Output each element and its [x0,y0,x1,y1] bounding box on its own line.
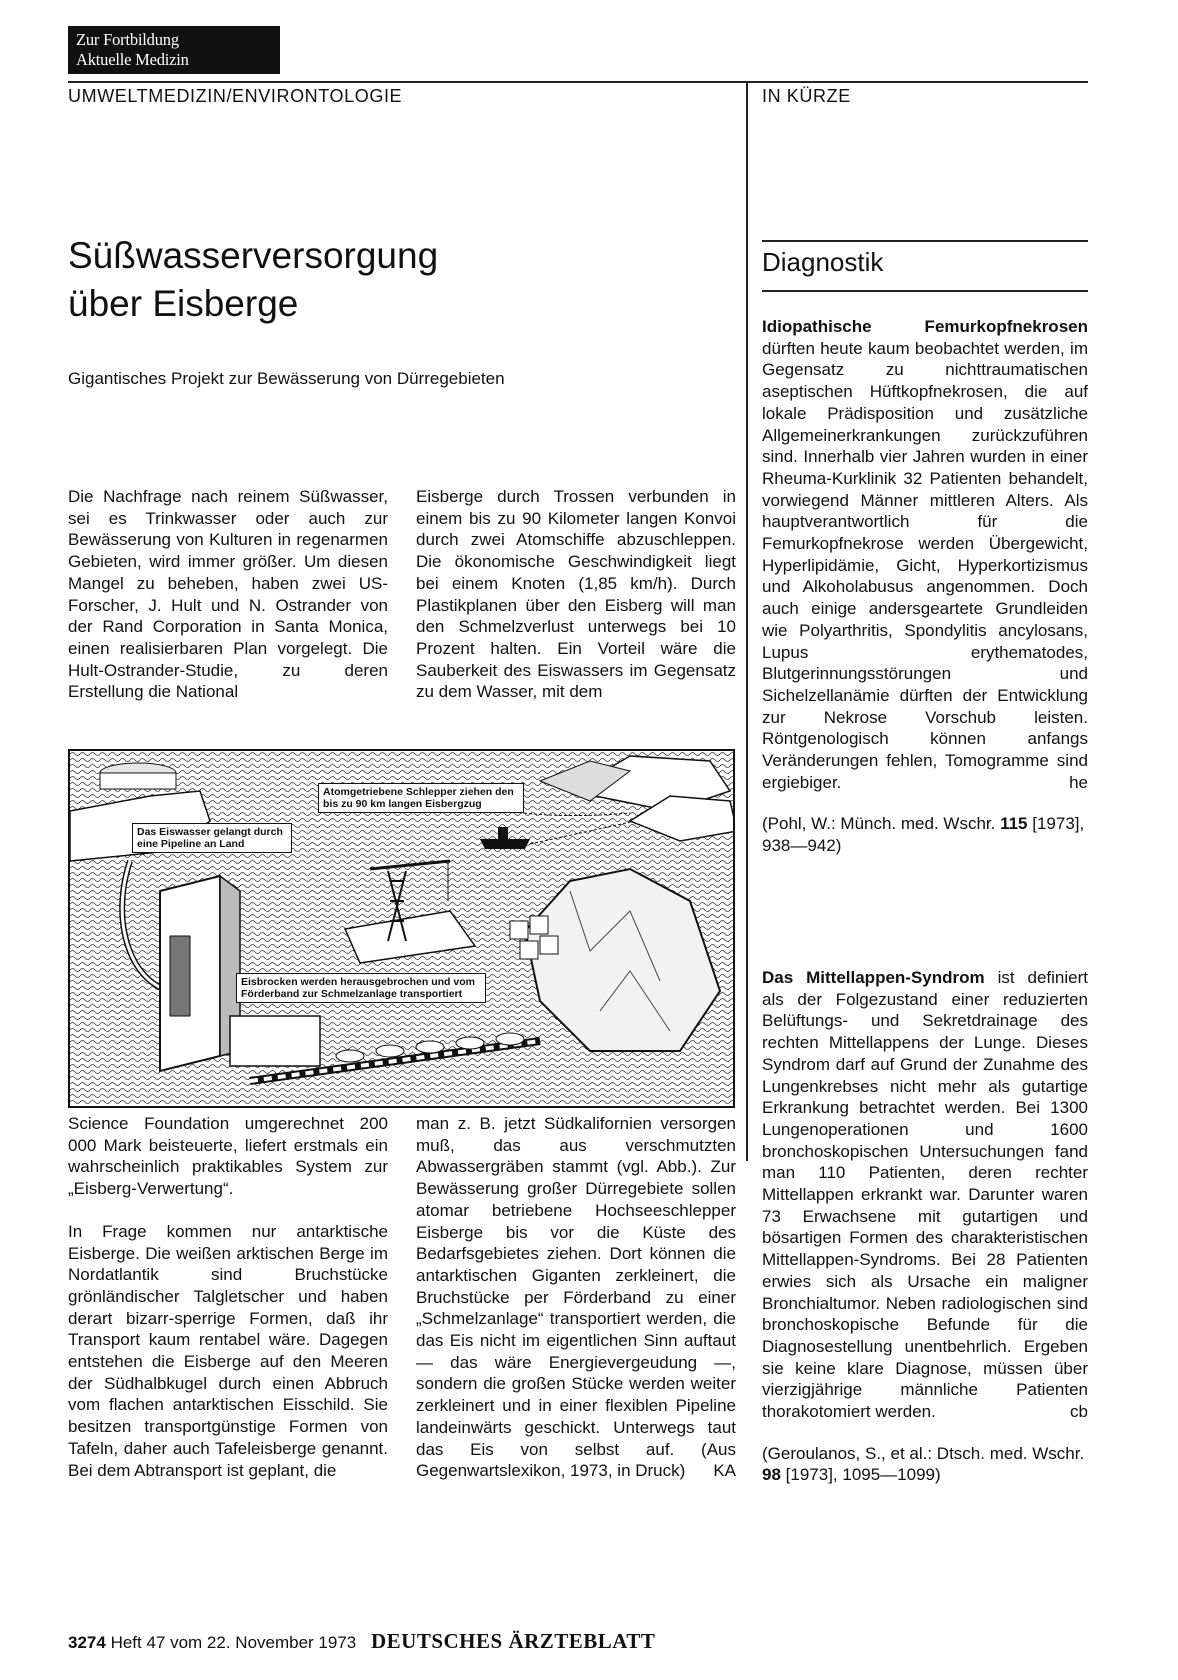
body-column-1-bottom [68,1113,388,1502]
sidebar-rule-top [762,240,1088,242]
iceberg-illustration [68,749,735,1108]
body-column-2-bottom [416,1113,736,1482]
paragraph [416,1113,736,1482]
sidebar-item-1-reference [762,813,1088,856]
sidebar-paragraph [762,316,1088,793]
sidebar-rule-bottom [762,290,1088,292]
badge-line-2: Aktuelle Medizin [76,50,189,69]
section-label-right: IN KÜRZE [762,86,851,106]
article-title [68,232,668,328]
article-subtitle: Gigantisches Projekt zur Bewässerung von Dürregebieten [68,369,505,388]
sidebar-paragraph [762,967,1088,1423]
body-column-2-top [416,486,736,724]
callout-belt: Eisbrocken werden herausgebrochen und vom Förderband zur Schmelzanlage transportiert [236,973,486,1003]
reference-volume: 98 [762,1465,781,1485]
sidebar-item-1 [762,316,1088,857]
section-badge [68,26,280,74]
sidebar-item-2 [762,967,1088,1486]
author-initials: KA [713,1461,736,1481]
sidebar-item-2-author: cb [1070,1402,1088,1422]
callout-tugs: Atomgetriebene Schlepper ziehen den bis zu 90 km langen Eisbergzug [318,783,524,813]
reference-text: (Pohl, W.: Münch. med. Wschr. [762,814,996,834]
reference-volume: 115 [1000,814,1028,834]
sidebar-item-2-reference [762,1443,1088,1486]
body-column-1-top [68,486,388,724]
sidebar-item-2-text: ist definiert als der Folgezustand einer reduzierten Belüftungs- und Sekretdrainage des rechten Mittellappens der Lunge. Dieses Syndrom darf auf Grund der Zunahme des Lungenkrebses nicht mehr als gutartige Erkrankung betrachtet werden. Bei 1300 Lungenoperationen und 1600 bronchoskopischen Untersuchungen fand man 110 Patienten, deren rechter Mittellappen erkrankt war. Darunter waren 73 Erwachsene mit gutartigen und bösartigen Formen des charakteristischen Mittellappen-Syndroms. Bei 28 Patienten erwies sich als Ursache ein maligner Bronchialtumor. Neben radiologischen sind bronchoskopische Befunde für die Diagnosestellung unentbehrlich. Ergeben sie keine klare Diagnose, müssen über vierzigjährige männliche Patienten thorakotomiert werden. [762,968,1088,1422]
sidebar-item-1-lead: Idiopathische Femurkopfnekrosen [762,317,1088,336]
reference-pages: [1973], 938—942) [762,814,1085,856]
reference-text: (Geroulanos, S., et al.: Dtsch. med. Wschr. [762,1443,1085,1463]
sidebar-item-1-text: dürften heute kaum beobachtet werden, im Gegensatz zu nichttraumatischen aseptischen Hüftkopfnekrosen, die auf lokale Prädisposition und zusätzliche Allgemeinerkrankungen zurückzuführen sind. Innerhalb vier Jahren wurden in einer Rheuma-Kurklinik 32 Patienten behandelt, vorwiegend Männer mittleren Alters. Als hauptverantwortlich für die Femurkopfnekrose werden Übergewicht, Hyperlipidämie, Gicht, Hyperkortizismus und Alkoholabusus angenommen. Doch auch einige andersgeartete Grundleiden wie Polyarthritis, Spondylitis ancylosans, Lupus erythematodes, Blutgerinnungsstörungen und Sichelzellanämie dürften der Entwicklung zur Nekrose Vorschub leisten. Röntgenologisch können anfangs Veränderungen fehlen, Tomogramme sind ergiebiger. [762,338,1088,792]
sidebar-item-1-author: he [1069,772,1088,792]
title-line-2: über Eisberge [68,283,299,324]
issue-info: Heft 47 vom 22. November 1973 [110,1633,357,1652]
title-line-1: Süßwasserversorgung [68,235,439,276]
badge-line-1: Zur Fortbildung [76,30,179,49]
paragraph: In Frage kommen nur antarktische Eisberge. Die weißen arktischen Berge im Nordatlantik sind Bruchstücke grönländischer Talgletscher und haben derart bizarr-sperrige Formen, daß ihr Transport kaum rentabel wäre. Dagegen entstehen die Eisberge auf den Meeren der Südhalbkugel durch einen Abbruch vom flachen antarktischen Eisschild. Sie besitzen transportgünstige Formen von Tafeln, daher auch Tafeleisberge genannt. Bei dem Abtransport ist geplant, die [68,1221,388,1480]
paragraph: Eisberge durch Trossen verbunden in einem bis zu 90 Kilometer langen Konvoi durch zwei Atomschiffe abzuschleppen. Die ökonomische Geschwindigkeit liegt bei einem Knoten (1,85 km/h). Durch Plastikplanen über den Eisberg will man den Schmelzverlust unterwegs bei 10 Prozent halten. Ein Vorteil wäre die Sauberkeit des Eiswassers im Gegensatz zu dem Wasser, mit dem [416,487,736,702]
paragraph: Die Nachfrage nach reinem Süßwasser, sei es Trinkwasser oder auch zur Bewässerung von Kulturen in regenarmen Gebieten, wird immer größer. Um diesen Mangel zu beheben, haben zwei US-Forscher, J. Hult und N. Ostrander von der Rand Corporation in Santa Monica, einen realisierbaren Plan vorgelegt. Die Hult-Ostrander-Studie, zu deren Erstellung die National [68,487,388,702]
column-divider [746,81,748,1161]
sidebar-item-2-lead: Das Mittellappen-Syndrom [762,968,985,987]
callout-pipeline: Das Eiswasser gelangt durch eine Pipeline an Land [132,823,292,853]
magazine-name: DEUTSCHES ÄRZTEBLATT [370,1629,656,1653]
sidebar-heading: Diagnostik [762,247,884,277]
page-number: 3274 [68,1633,106,1652]
reference-pages: [1973], 1095—1099) [785,1465,941,1485]
paragraph: Science Foundation umgerechnet 200 000 Mark beisteuerte, liefert erstmals ein wahrscheinlich praktikables System zur „Eisberg-Verwertung“. [68,1114,388,1199]
paragraph-text: man z. B. jetzt Südkalifornien versorgen muß, das aus verschmutzten Abwassergräben stammt (vgl. Abb.). Zur Bewässerung großer Dürregebiete sollen atomar betriebene Hochseeschlepper Eisberge bis vor die Küste des Bedarfsgebietes ziehen. Dort können die antarktischen Giganten zerkleinert, die Bruchstücke per Förderband zu einer „Schmelzanlage“ transportiert werden, die das Eis nicht im eigentlichen Sinn auftaut — das wäre Energievergeudung —, sondern die großen Stücke werden weiter zerkleinert und in einer flexiblen Pipeline landeinwärts geschickt. Unterwegs taut das Eis von selbst auf. (Aus Gegenwartslexikon, 1973, in Druck) [416,1114,736,1481]
header-rule [68,81,1088,83]
section-label-left: UMWELTMEDIZIN/ENVIRONTOLOGIE [68,86,403,106]
page-footer [68,1629,655,1654]
